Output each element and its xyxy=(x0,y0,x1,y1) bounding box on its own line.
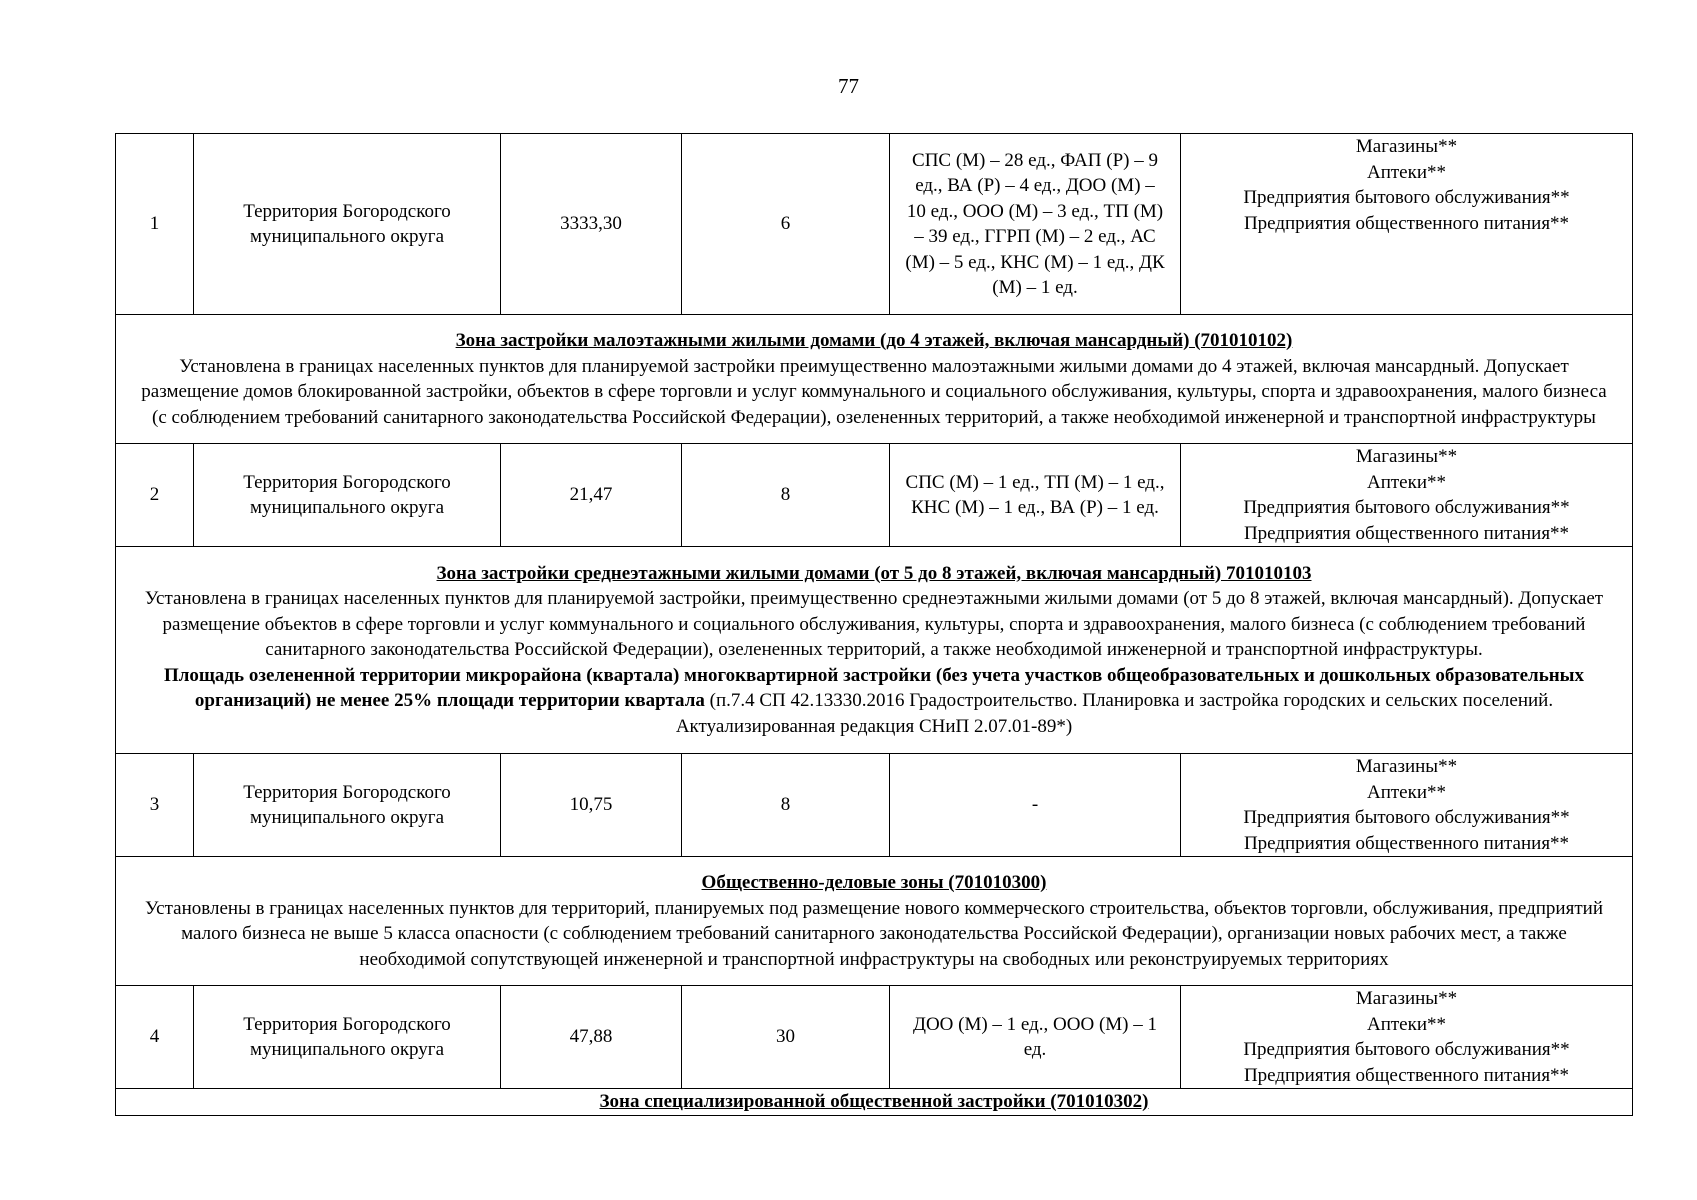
table-row xyxy=(116,754,1633,857)
services-cell xyxy=(1181,754,1633,857)
zone-row xyxy=(116,315,1633,444)
territory-cell: Территория Богородского муниципального округа xyxy=(194,134,501,315)
zone-row xyxy=(116,857,1633,986)
page-number: 77 xyxy=(838,74,859,98)
zone-description: Установлены в границах населенных пунктов для территорий, планируемых под размещение нового коммерческого строительства, объектов торговли, обслуживания, предприятий малого бизнеса не выше 5 класса опасности (с соблюдением требований санитарного законодательства Российской Федерации), организации новых рабочих мест, а также необходимой сопутствующей инженерной и транспортной инфраструктуры на свободных или реконструируемых территориях xyxy=(145,897,1603,970)
row-number: 1 xyxy=(116,134,194,315)
zone-note-bold: Площадь озелененной территории микрорайона (квартала) многоквартирной застройки (без учета участков общеобразовательных и дошкольных образовательных организаций) не менее 25% площади территории квартала xyxy=(163,664,1585,712)
zone-title: Зона застройки среднеэтажными жилыми домами (от 5 до 8 этажей, включая мансардный) 701010103 xyxy=(436,562,1312,584)
zone-cell xyxy=(116,547,1633,754)
zone-description: Установлена в границах населенных пунктов для планируемой застройки преимущественно малоэтажными жилыми домами до 4 этажей, включая мансардный. Допускает размещение домов блокированной застройки, объектов в сфере торговли и услуг коммунального и социального обслуживания, культуры, спорта и здравоохранения, малого бизнеса (с соблюдением требований санитарного законодательства Российской Федерации), озелененных территорий, а также необходимой инженерной и транспортной инфраструктуры xyxy=(141,355,1607,428)
row-number: 4 xyxy=(116,986,194,1089)
zone-title: Зона застройки малоэтажными жилыми домами (до 4 этажей, включая мансардный) (701010102) xyxy=(455,330,1293,351)
table-row xyxy=(116,134,1633,315)
area-cell: 3333,30 xyxy=(501,134,682,315)
zones-table xyxy=(115,133,1633,1116)
service-item: Магазины** xyxy=(1355,756,1458,777)
service-item: Предприятия бытового обслуживания** xyxy=(1243,497,1570,518)
service-item: Аптеки** xyxy=(1366,161,1447,183)
services-cell xyxy=(1181,986,1633,1089)
service-item: Аптеки** xyxy=(1366,781,1447,803)
service-item: Предприятия общественного питания** xyxy=(1243,212,1570,234)
service-item: Магазины** xyxy=(1355,136,1458,157)
row-number: 3 xyxy=(116,754,194,857)
services-cell xyxy=(1181,444,1633,547)
zone-title: Общественно-деловые зоны (701010300) xyxy=(701,872,1047,893)
floors-cell: 8 xyxy=(682,754,890,857)
zone-note: (п.7.4 СП 42.13330.2016 Градостроительство. Планировка и застройка городских и сельских поселений. Актуализированная редакция СНиП 2.07.01-89*) xyxy=(675,690,1554,737)
area-cell: 47,88 xyxy=(501,986,682,1089)
service-item: Предприятия общественного питания** xyxy=(1243,832,1570,854)
floors-cell: 6 xyxy=(682,134,890,315)
service-item: Аптеки** xyxy=(1366,1013,1447,1035)
territory-cell: Территория Богородского муниципального округа xyxy=(194,986,501,1089)
service-item: Магазины** xyxy=(1355,988,1458,1009)
zone-cell xyxy=(116,315,1633,444)
service-item: Предприятия общественного питания** xyxy=(1243,1064,1570,1086)
services-cell xyxy=(1181,134,1633,315)
zone-cell xyxy=(116,1089,1633,1116)
territory-cell: Территория Богородского муниципального округа xyxy=(194,444,501,547)
territory-cell: Территория Богородского муниципального округа xyxy=(194,754,501,857)
row-number: 2 xyxy=(116,444,194,547)
objects-cell: СПС (М) – 1 ед., ТП (М) – 1 ед., КНС (М) – 1 ед., ВА (Р) – 1 ед. xyxy=(890,444,1181,547)
zone-description: Установлена в границах населенных пунктов для планируемой застройки, преимущественно среднеэтажными жилыми домами (от 5 до 8 этажей, включая мансардный). Допускает размещение объектов в сфере торговли и услуг коммунального и социального обслуживания, культуры, спорта и здравоохранения, малого бизнеса (с соблюдением требований санитарного законодательства Российской Федерации), озелененных территорий, а также необходимой инженерной и транспортной инфраструктуры. xyxy=(144,588,1604,661)
floors-cell: 30 xyxy=(682,986,890,1089)
service-item: Предприятия бытового обслуживания** xyxy=(1243,1039,1570,1060)
zone-row xyxy=(116,1089,1633,1116)
zone-row xyxy=(116,547,1633,754)
zone-cell xyxy=(116,857,1633,986)
service-item: Предприятия общественного питания** xyxy=(1243,522,1570,544)
floors-cell: 8 xyxy=(682,444,890,547)
service-item: Предприятия бытового обслуживания** xyxy=(1243,807,1570,828)
area-cell: 21,47 xyxy=(501,444,682,547)
objects-cell: - xyxy=(890,754,1181,857)
zone-title: Зона специализированной общественной застройки (701010302) xyxy=(599,1091,1149,1112)
service-item: Предприятия бытового обслуживания** xyxy=(1243,187,1570,208)
objects-cell: СПС (М) – 28 ед., ФАП (Р) – 9 ед., ВА (Р) – 4 ед., ДОО (М) – 10 ед., ООО (М) – 3 ед., ТП (М) – 39 ед., ГГРП (М) – 2 ед., АС (М) – 5 ед., КНС (М) – 1 ед., ДК (М) – 1 ед. xyxy=(890,134,1181,315)
service-item: Магазины** xyxy=(1355,446,1458,467)
table-row xyxy=(116,444,1633,547)
objects-cell: ДОО (М) – 1 ед., ООО (М) – 1 ед. xyxy=(890,986,1181,1089)
table-row xyxy=(116,986,1633,1089)
service-item: Аптеки** xyxy=(1366,471,1447,493)
area-cell: 10,75 xyxy=(501,754,682,857)
